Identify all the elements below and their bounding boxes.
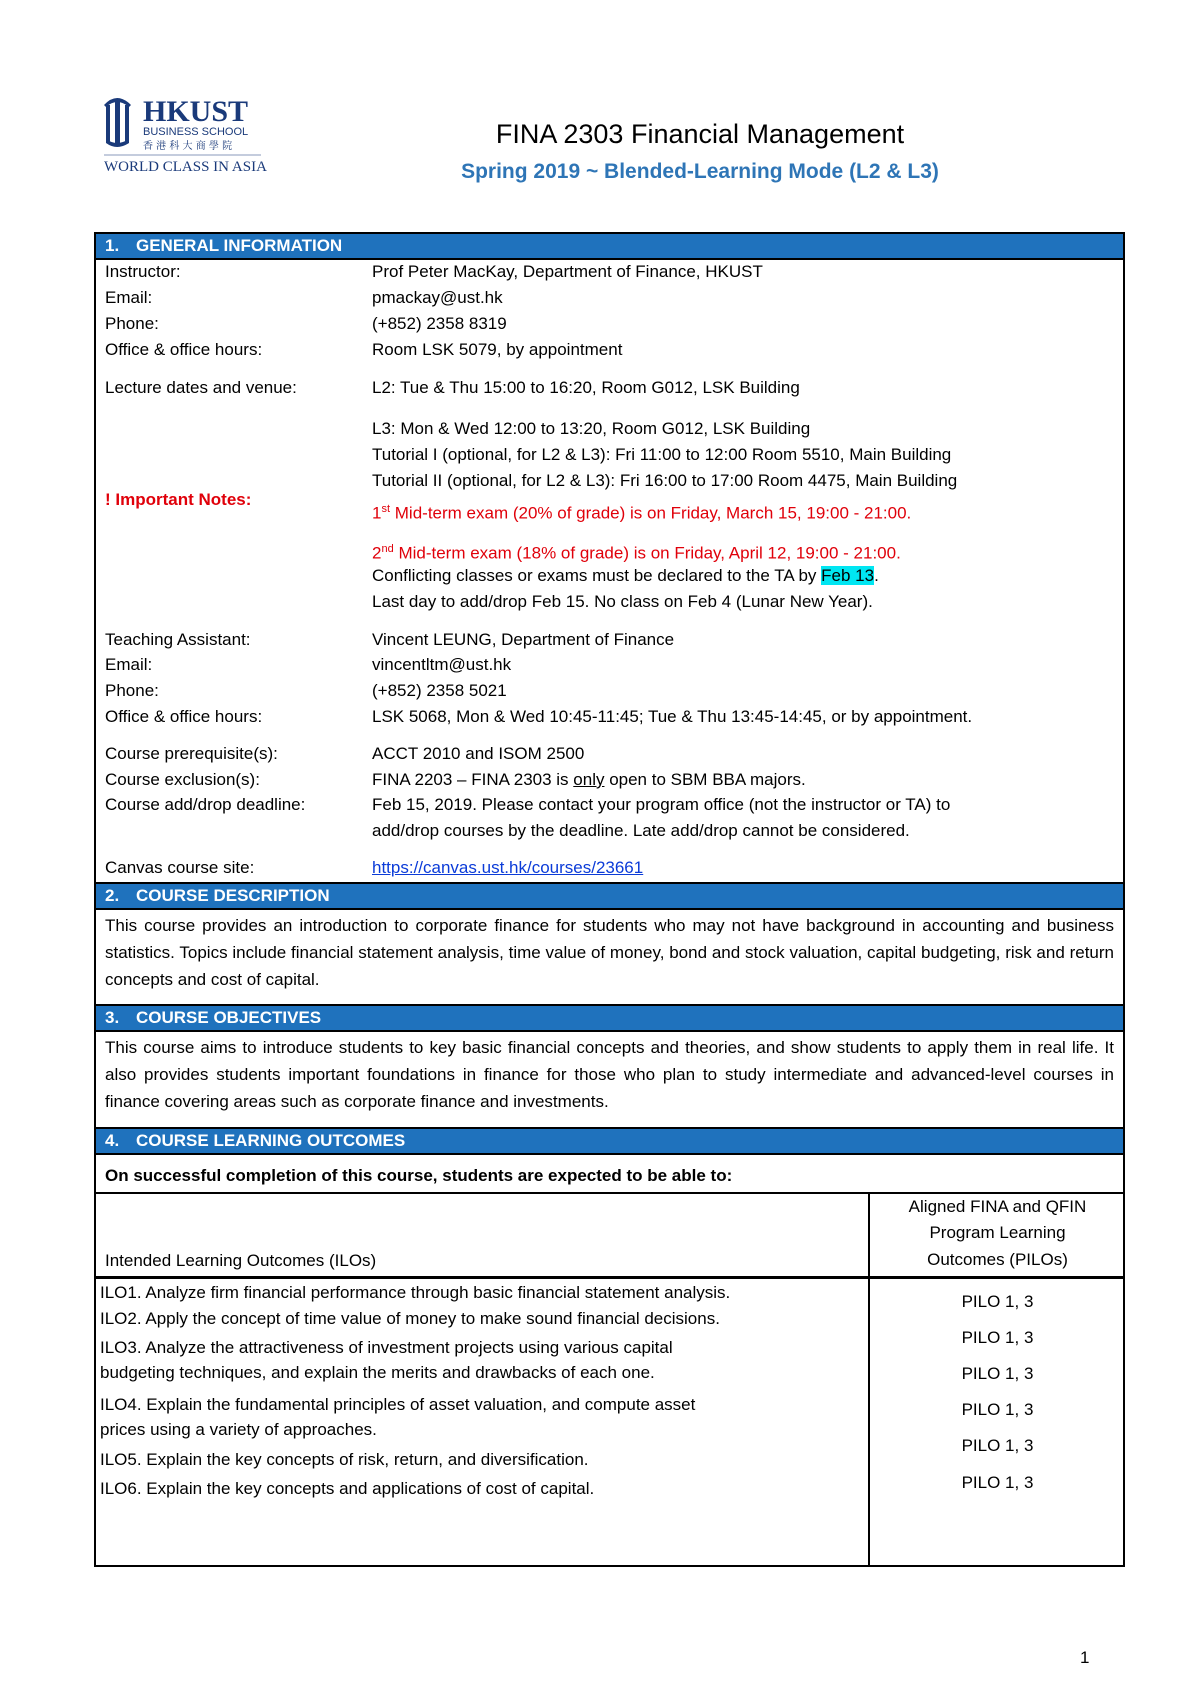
- prereq-label: Course prerequisite(s):: [105, 744, 278, 763]
- course-subtitle: Spring 2019 ~ Blended-Learning Mode (L2 & L3): [461, 160, 939, 183]
- svg-text:WORLD CLASS IN ASIA: WORLD CLASS IN ASIA: [104, 159, 267, 175]
- section-header-description: [96, 884, 1123, 910]
- ilo-row-5: ILO5. Explain the key concepts of risk, return, and diversification.: [100, 1450, 589, 1469]
- adddrop-value-2: add/drop courses by the deadline. Late add/drop cannot be considered.: [372, 821, 910, 840]
- exclusion-label: Course exclusion(s):: [105, 770, 260, 789]
- syllabus-box: [94, 232, 1125, 1567]
- office-label: Office & office hours:: [105, 340, 263, 359]
- table-top-border: [96, 1192, 1123, 1194]
- pilo-cell-4: PILO 1, 3: [961, 1400, 1034, 1419]
- lecture-l3: L3: Mon & Wed 12:00 to 13:20, Room G012, LSK Building: [372, 419, 811, 438]
- midterm-2-note: 2nd Mid-term exam (18% of grade) is on Friday, April 12, 19:00 - 21:00.: [372, 543, 901, 563]
- course-title: FINA 2303 Financial Management: [495, 119, 905, 149]
- section-header-general: [96, 234, 1123, 260]
- ilo-row-4-cont: prices using a variety of approaches.: [100, 1420, 377, 1439]
- table-header-border: [96, 1276, 1123, 1279]
- adddrop-value-1: Feb 15, 2019. Please contact your program office (not the instructor or TA) to: [372, 795, 951, 814]
- section-title: COURSE LEARNING OUTCOMES: [136, 1131, 406, 1150]
- instructor-label: Instructor:: [105, 262, 181, 281]
- pilo-cell-3: PILO 1, 3: [961, 1364, 1034, 1383]
- phone-label: Phone:: [105, 314, 159, 333]
- conflict-note: Conflicting classes or exams must be declared to the TA by Feb 13.: [372, 566, 879, 585]
- course-objectives: This course aims to introduce students to key basic financial concepts and theories, and show students to apply them in real life. It also provides students important foundations in finance for those who plan to study intermediate and advanced-level courses in finance covering areas such as corporate finance and investments.: [105, 1038, 1114, 1111]
- pilo-cell-5: PILO 1, 3: [961, 1436, 1034, 1455]
- phone-value: (+852) 2358 8319: [372, 314, 507, 333]
- ta-email-value: vincentltm@ust.hk: [372, 655, 512, 674]
- tutorial-1: Tutorial I (optional, for L2 & L3): Fri 11:00 to 12:00 Room 5510, Main Building: [372, 445, 952, 464]
- section-title: COURSE OBJECTIVES: [136, 1008, 322, 1027]
- email-value: pmackay@ust.hk: [372, 288, 503, 307]
- section-number: 2.: [105, 886, 120, 905]
- ta-email-label: Email:: [105, 655, 153, 674]
- section-header-objectives: [96, 1006, 1123, 1032]
- tutorial-2: Tutorial II (optional, for L2 & L3): Fri 16:00 to 17:00 Room 4475, Main Building: [372, 471, 958, 490]
- prereq-value: ACCT 2010 and ISOM 2500: [372, 744, 585, 763]
- section-title: GENERAL INFORMATION: [136, 236, 343, 255]
- adddrop-label: Course add/drop deadline:: [105, 795, 306, 814]
- pilo-column-header-3: Outcomes (PILOs): [927, 1250, 1068, 1269]
- section-title: COURSE DESCRIPTION: [136, 886, 330, 905]
- section-header-outcomes: [96, 1129, 1123, 1155]
- ilo-row-4: ILO4. Explain the fundamental principles of asset valuation, and compute asset: [100, 1395, 696, 1414]
- pilo-cell-6: PILO 1, 3: [961, 1473, 1034, 1492]
- canvas-label: Canvas course site:: [105, 858, 255, 877]
- pilo-column-header-1: Aligned FINA and QFIN: [908, 1197, 1087, 1216]
- section-number: 1.: [105, 236, 120, 255]
- svg-text:香 港 科 大 商 學 院: 香 港 科 大 商 學 院: [143, 141, 233, 152]
- ilo-row-6: ILO6. Explain the key concepts and applications of cost of capital.: [100, 1479, 595, 1498]
- canvas-link[interactable]: https://canvas.ust.hk/courses/23661: [372, 858, 644, 877]
- pilo-cell-1: PILO 1, 3: [961, 1292, 1034, 1311]
- svg-text:BUSINESS SCHOOL: BUSINESS SCHOOL: [143, 126, 249, 138]
- ta-label: Teaching Assistant:: [105, 630, 251, 649]
- ilo-row-1: ILO1. Analyze firm financial performance through basic financial statement analysis.: [100, 1283, 731, 1302]
- highlighted-date: Feb 13: [821, 566, 875, 585]
- ta-office-value: LSK 5068, Mon & Wed 10:45-11:45; Tue & Thu 13:45-14:45, or by appointment.: [372, 707, 973, 726]
- ta-phone-value: (+852) 2358 5021: [372, 681, 507, 700]
- svg-text:HKUST: HKUST: [143, 95, 249, 128]
- exclusion-value: FINA 2203 – FINA 2303 is only open to SBM BBA majors.: [372, 770, 806, 789]
- lecture-l2: L2: Tue & Thu 15:00 to 16:20, Room G012, LSK Building: [372, 378, 800, 397]
- ilo-row-2: ILO2. Apply the concept of time value of money to make sound financial decisions.: [100, 1309, 720, 1328]
- office-value: Room LSK 5079, by appointment: [372, 340, 623, 359]
- midterm-1-note: 1st Mid-term exam (20% of grade) is on Friday, March 15, 19:00 - 21:00.: [372, 503, 912, 523]
- page-number: 1: [1080, 1648, 1090, 1667]
- ta-value: Vincent LEUNG, Department of Finance: [372, 630, 675, 649]
- ilo-row-3: ILO3. Analyze the attractiveness of investment projects using various capital: [100, 1338, 673, 1357]
- email-label: Email:: [105, 288, 153, 307]
- ta-office-label: Office & office hours:: [105, 707, 263, 726]
- pilo-cell-2: PILO 1, 3: [961, 1328, 1034, 1347]
- ilo-column-header: Intended Learning Outcomes (ILOs): [105, 1251, 377, 1270]
- course-description: This course provides an introduction to corporate finance for students who may not have background in accounting and business statistics. Topics include financial statement analysis, time value of money, bond and stock valuation, capital budgeting, risk and return concepts and cost of capital.: [105, 916, 1114, 989]
- section-number: 4.: [105, 1131, 120, 1150]
- pilo-column-header-2: Program Learning: [929, 1223, 1066, 1242]
- important-notes-label: ! Important Notes:: [105, 490, 252, 509]
- instructor-value: Prof Peter MacKay, Department of Finance, HKUST: [372, 262, 763, 281]
- outcomes-intro: On successful completion of this course, students are expected to be able to:: [105, 1166, 733, 1185]
- ilo-row-3-cont: budgeting techniques, and explain the merits and drawbacks of each one.: [100, 1363, 655, 1382]
- ta-phone-label: Phone:: [105, 681, 159, 700]
- section-number: 3.: [105, 1008, 120, 1027]
- lecture-label: Lecture dates and venue:: [105, 378, 297, 397]
- last-day-note: Last day to add/drop Feb 15. No class on Feb 4 (Lunar New Year).: [372, 592, 873, 611]
